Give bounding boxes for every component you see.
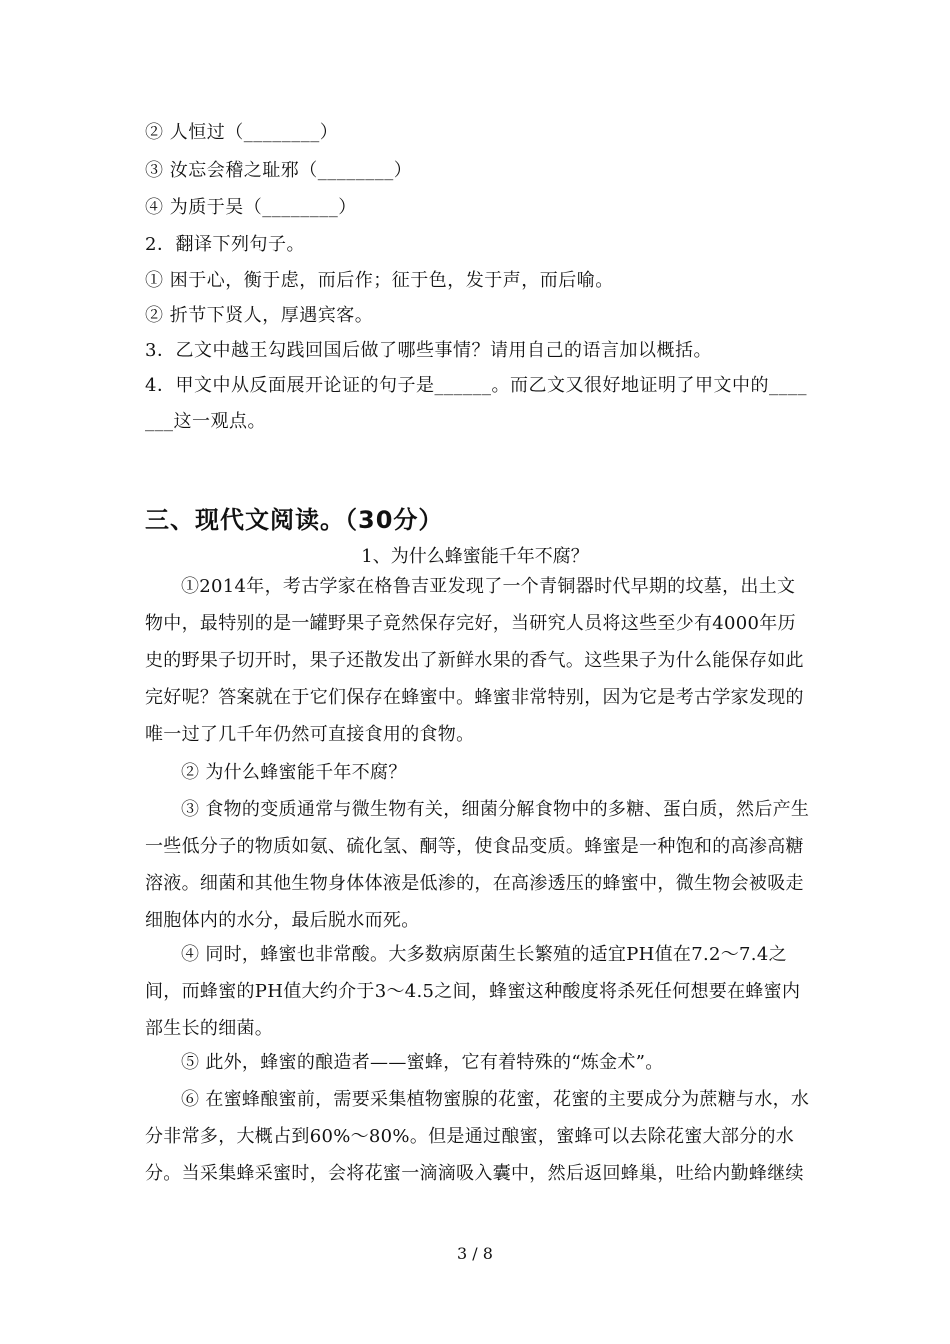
question-item: ② 折节下贤人，厚遇宾客。 <box>145 305 374 326</box>
article-paragraph: ③ 食物的变质通常与微生物有关，细菌分解食物中的多糖、蛋白质，然后产生一些低分子的物质如氨、硫化氢、酮等，使食品变质。蜂蜜是一种饱和的高渗高糖溶液。细菌和其他生物身体体液是低渗的，在高渗透压的蜂蜜中，微生物会被吸走细胞体内的水分，最后脱水而死。 <box>145 799 810 931</box>
question-item: ③ 汝忘会稽之耻邪（________） <box>145 160 413 181</box>
article-paragraph: ⑤ 此外，蜂蜜的酿造者——蜜蜂，它有着特殊的“炼金术”。 <box>181 1052 664 1073</box>
article-paragraph: ⑥ 在蜜蜂酿蜜前，需要采集植物蜜腺的花蜜，花蜜的主要成分为蔗糖与水，水分非常多，大概占到60%～80%。但是通过酿蜜，蜜蜂可以去除花蜜大部分的水分。当采集蜂采蜜时，会将花蜜一滴滴吸入囊中，然后返回蜂巢，吐给内勤蜂继续 <box>145 1089 810 1184</box>
question-item: ② 人恒过（________） <box>145 122 339 143</box>
article-paragraph: ④ 同时，蜂蜜也非常酸。大多数病原菌生长繁殖的适宜PH值在7.2～7.4之间，而蜂蜜的PH值大约介于3～4.5之间，蜂蜜这种酸度将杀死任何想要在蜂蜜内部生长的细菌。 <box>145 944 801 1039</box>
article-title: 1、为什么蜂蜜能千年不腐？ <box>361 546 589 567</box>
article-paragraph: ② 为什么蜂蜜能千年不腐？ <box>181 762 407 783</box>
section-heading: 三、现代文阅读。（30分） <box>145 506 444 534</box>
page-number: 3 / 8 <box>457 1244 493 1263</box>
question-item: ④ 为质于吴（________） <box>145 197 357 218</box>
question-item: 2．翻译下列句子。 <box>145 234 305 255</box>
article-paragraph: ①2014年，考古学家在格鲁吉亚发现了一个青铜器时代早期的坟墓，出土文物中，最特别的是一罐野果子竟然保存完好，当研究人员将这些至少有4000年历史的野果子切开时，果子还散发出了新鲜水果的香气。这些果子为什么能保存如此完好呢？答案就在于它们保存在蜂蜜中。蜂蜜非常特别，因为它是考古学家发现的唯一过了几千年仍然可直接食用的食物。 <box>145 576 804 745</box>
question-item: 4．甲文中从反面展开论证的句子是______。而乙文又很好地证明了甲文中的____ <box>145 375 807 396</box>
question-item: ① 困于心，衡于虑，而后作；征于色，发于声，而后喻。 <box>145 270 614 291</box>
question-item: ___这一观点。 <box>145 411 266 432</box>
question-item: 3．乙文中越王勾践回国后做了哪些事情？请用自己的语言加以概括。 <box>145 340 712 361</box>
